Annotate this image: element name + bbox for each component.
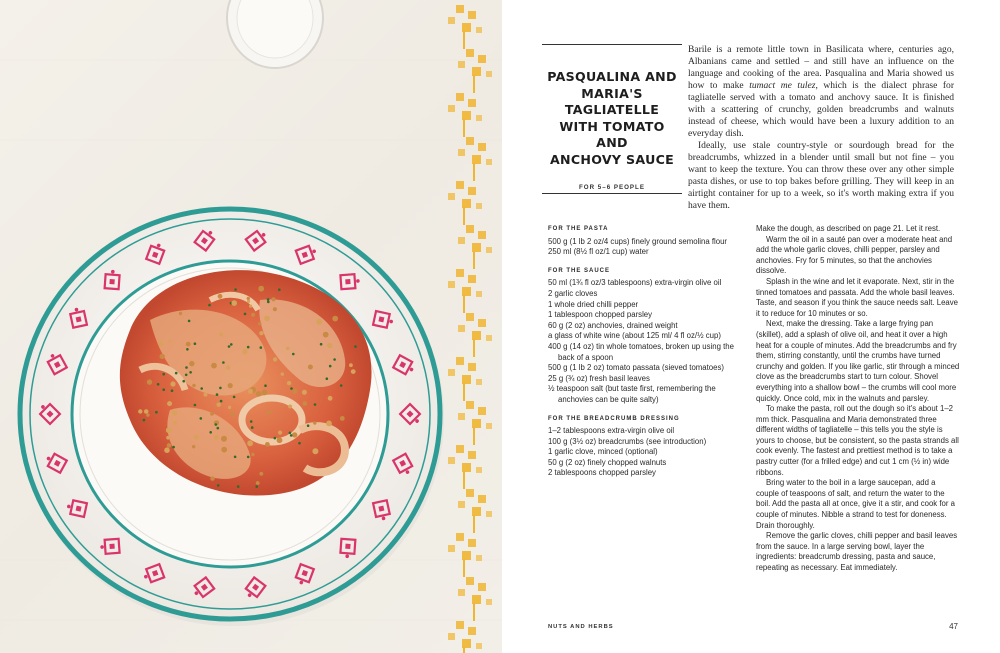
ingredient-item: 2 garlic cloves bbox=[548, 288, 598, 298]
parsley-speck bbox=[220, 400, 223, 403]
page-number: 47 bbox=[949, 622, 958, 631]
parsley-speck bbox=[234, 288, 237, 291]
breadcrumb bbox=[271, 297, 275, 301]
parsley-speck bbox=[251, 426, 254, 429]
method-steps bbox=[756, 224, 960, 574]
embroidery-motif bbox=[448, 93, 482, 137]
ingredient-item: 60 g (2 oz) anchovies, drained weight bbox=[548, 320, 678, 330]
breadcrumb bbox=[173, 421, 177, 425]
breadcrumb bbox=[158, 341, 163, 346]
breadcrumb bbox=[273, 307, 277, 311]
yellow-embroidery-pattern bbox=[448, 5, 492, 653]
embroidery-motif bbox=[458, 49, 492, 93]
breadcrumb bbox=[228, 406, 231, 409]
embroidery-motif bbox=[448, 5, 482, 49]
parsley-speck bbox=[185, 374, 188, 377]
breadcrumb bbox=[278, 431, 282, 435]
parsley-speck bbox=[333, 358, 336, 361]
breadcrumb bbox=[247, 440, 253, 446]
parsley-speck bbox=[208, 304, 211, 307]
parsley-speck bbox=[189, 371, 192, 374]
parsley-speck bbox=[217, 427, 220, 430]
breadcrumb bbox=[256, 481, 260, 485]
breadcrumb bbox=[144, 409, 149, 414]
parsley-speck bbox=[354, 345, 357, 348]
parsley-speck bbox=[188, 320, 191, 323]
parsley-speck bbox=[307, 424, 310, 427]
method-step: Remove the garlic cloves, chilli pepper and basil leaves from the sauce. In a large serving bowl, layer the ingredients: breadcrumb dressing, pasta and sauce, repeating as necessary. Eat immediately. bbox=[756, 531, 958, 572]
breadcrumb bbox=[166, 427, 172, 433]
parsley-speck bbox=[274, 437, 277, 440]
embroidery-motif bbox=[448, 533, 482, 577]
parsley-speck bbox=[219, 387, 222, 390]
ingredient-item: 1 tablespoon chopped parsley bbox=[548, 310, 653, 320]
parsley-speck bbox=[172, 446, 175, 449]
breadcrumb bbox=[194, 435, 199, 440]
parsley-speck bbox=[320, 343, 323, 346]
breadcrumb bbox=[189, 361, 194, 366]
breadcrumb bbox=[258, 322, 261, 325]
breadcrumb bbox=[323, 332, 329, 338]
breadcrumb bbox=[340, 416, 345, 421]
ingredient-item: 250 ml (8½ fl oz/1 cup) water bbox=[548, 247, 649, 257]
breadcrumb bbox=[262, 390, 268, 396]
parsley-speck bbox=[200, 387, 203, 390]
breadcrumb bbox=[349, 363, 353, 367]
parsley-speck bbox=[185, 366, 188, 369]
embroidery-motif bbox=[458, 401, 492, 445]
parsley-speck bbox=[162, 388, 165, 391]
parsley-speck bbox=[292, 353, 295, 356]
breadcrumb bbox=[210, 412, 214, 416]
ingredient-item: 1 whole dried chilli pepper bbox=[548, 299, 639, 309]
breadcrumb bbox=[221, 447, 227, 453]
embroidery-motif bbox=[458, 137, 492, 181]
breadcrumb bbox=[166, 436, 170, 440]
breadcrumb bbox=[251, 313, 255, 317]
ingredient-item: 100 g (3½ oz) breadcrumbs (see introduction) bbox=[548, 436, 707, 446]
parsley-speck bbox=[237, 485, 240, 488]
parsley-speck bbox=[216, 393, 219, 396]
embroidery-motif bbox=[448, 181, 482, 225]
intro-paragraph-1: Barile is a remote little town in Basilicata where, centuries ago, Albanians came and settled – and still have an influence on the language and cooking of the area. Pasqualina and Maria showed us how to make tumact me tulez, which is the dialect phrase for tagliatelle served with a tomato and anchovy sauce. It is finished with a scattering of crunchy, golden breadcrumbs and walnuts instead of cheese, which would have been a luxury addition to an everyday dish. bbox=[688, 44, 955, 139]
breadcrumb bbox=[214, 435, 219, 440]
parsley-speck bbox=[329, 365, 332, 368]
breadcrumb bbox=[146, 413, 149, 416]
parsley-speck bbox=[290, 387, 293, 390]
breadcrumb bbox=[186, 342, 191, 347]
embroidery-motif bbox=[448, 357, 482, 401]
breadcrumb bbox=[267, 410, 271, 414]
breadcrumb bbox=[265, 442, 270, 447]
parsley-speck bbox=[155, 411, 158, 414]
parsley-speck bbox=[182, 380, 185, 383]
parsley-speck bbox=[326, 377, 329, 380]
breadcrumb bbox=[219, 332, 223, 336]
parsley-speck bbox=[290, 434, 293, 437]
parsley-speck bbox=[186, 348, 189, 351]
breadcrumb bbox=[316, 319, 322, 325]
parsley-speck bbox=[289, 432, 292, 435]
breadcrumb bbox=[312, 448, 318, 454]
ingredient-item: 50 ml (1¾ fl oz/3 tablespoons) extra-virgin olive oil bbox=[548, 278, 722, 288]
ingredients-list bbox=[548, 224, 738, 479]
breadcrumb bbox=[288, 405, 292, 409]
wine-glass bbox=[227, 0, 323, 68]
breadcrumb bbox=[231, 300, 237, 306]
breadcrumb bbox=[286, 347, 290, 351]
breadcrumb bbox=[226, 366, 230, 370]
breadcrumb bbox=[249, 305, 252, 308]
breadcrumb bbox=[167, 443, 172, 448]
breadcrumb bbox=[164, 447, 170, 453]
breadcrumb bbox=[242, 349, 247, 354]
parsley-speck bbox=[264, 384, 267, 387]
parsley-speck bbox=[209, 431, 212, 434]
parsley-speck bbox=[200, 417, 203, 420]
parsley-speck bbox=[162, 373, 165, 376]
recipe-title: PASQUALINA AND MARIA'S TAGLIATELLE WITH TOMATO AND ANCHOVY SAUCE bbox=[547, 69, 677, 167]
ingredient-item: 1 garlic clove, minced (optional) bbox=[548, 447, 658, 457]
section-footer: NUTS AND HERBS bbox=[548, 624, 614, 630]
parsley-speck bbox=[217, 484, 220, 487]
breadcrumb bbox=[231, 412, 235, 416]
breadcrumb bbox=[292, 432, 297, 437]
parsley-speck bbox=[340, 384, 343, 387]
parsley-speck bbox=[215, 423, 218, 426]
breadcrumb bbox=[303, 401, 308, 406]
parsley-speck bbox=[314, 403, 317, 406]
parsley-speck bbox=[194, 342, 197, 345]
parsley-speck bbox=[171, 389, 174, 392]
embroidery-motif bbox=[448, 269, 482, 313]
ingredient-item: 2 tablespoons chopped parsley bbox=[548, 468, 656, 478]
parsley-speck bbox=[247, 456, 250, 459]
breadcrumb bbox=[167, 401, 172, 406]
breadcrumb bbox=[138, 409, 142, 413]
breadcrumb bbox=[210, 476, 214, 480]
breadcrumb bbox=[160, 354, 165, 359]
ingredient-item: 1–2 tablespoons extra-virgin olive oil bbox=[548, 426, 675, 436]
parsley-speck bbox=[222, 361, 225, 364]
breadcrumb bbox=[328, 396, 333, 401]
parsley-speck bbox=[157, 383, 160, 386]
breadcrumb bbox=[228, 383, 233, 388]
ingredient-group-dressing bbox=[548, 414, 738, 480]
embroidery-motif bbox=[448, 445, 482, 489]
recipe-page bbox=[502, 0, 1000, 653]
parsley-speck bbox=[228, 345, 231, 348]
breadcrumb bbox=[292, 389, 297, 394]
breadcrumb bbox=[204, 393, 208, 397]
breadcrumb bbox=[302, 390, 307, 395]
ingredient-group-pasta bbox=[548, 224, 738, 258]
breadcrumb bbox=[172, 410, 178, 416]
breadcrumb bbox=[192, 384, 196, 388]
method-step: Splash in the wine and let it evaporate. Next, stir in the tinned tomatoes and passata. Add the whole basil leaves. Taste, and season if you think the sauce needs salt. Leave it to reduce for 10 minutes or so. bbox=[756, 276, 958, 318]
parsley-speck bbox=[175, 372, 178, 375]
breadcrumb bbox=[259, 472, 263, 476]
embroidery-motif bbox=[448, 621, 482, 653]
breadcrumb bbox=[247, 300, 250, 303]
parsley-speck bbox=[230, 343, 233, 346]
ingredient-heading: FOR THE PASTA bbox=[548, 226, 609, 232]
embroidery-motif bbox=[458, 313, 492, 357]
breadcrumb bbox=[326, 421, 332, 427]
method-step: Bring water to the boil in a large saucepan, add a couple of teaspoons of salt, and return the water to the boil. Add the pasta all at once, give it a stir, and cook for a couple of minutes. Nibble a strand to test for doneness. Drain thoroughly. bbox=[756, 478, 955, 530]
parsley-speck bbox=[244, 313, 247, 316]
breadcrumb bbox=[170, 381, 175, 386]
ingredient-heading: FOR THE BREADCRUMB DRESSING bbox=[548, 415, 680, 422]
breadcrumb bbox=[313, 421, 316, 424]
method-step: Make the dough, as described on page 21. Let it rest. bbox=[756, 224, 941, 233]
parsley-speck bbox=[194, 404, 197, 407]
ingredient-item: 50 g (2 oz) finely chopped walnuts bbox=[548, 457, 667, 467]
ingredient-item: 500 g (1 lb 2 oz) tomato passata (sieved tomatoes) bbox=[548, 363, 724, 373]
breadcrumb bbox=[264, 316, 269, 321]
parsley-speck bbox=[298, 442, 301, 445]
ingredient-item: a glass of white wine (about 125 ml/ 4 fl oz/½ cup) bbox=[548, 331, 721, 341]
breadcrumb bbox=[351, 369, 356, 374]
serves-label: FOR 5–6 PEOPLE bbox=[579, 184, 645, 191]
method-step: Warm the oil in a sauté pan over a moderate heat and add the whole garlic cloves, chilli pepper, parsley and anchovies. Fry for 5 minutes, so that the anchovies dissolve. bbox=[756, 234, 953, 276]
embroidery-motif bbox=[458, 225, 492, 269]
ingredient-group-sauce bbox=[548, 266, 738, 406]
parsley-speck bbox=[234, 456, 237, 459]
breadcrumb bbox=[247, 297, 250, 300]
breadcrumb bbox=[332, 316, 338, 322]
parsley-speck bbox=[250, 420, 253, 423]
breadcrumb bbox=[287, 381, 291, 385]
intro-paragraph-2: Ideally, use stale country-style or sourdough bread for the breadcrumbs, whizzed in a blender until small but not fine – you want to keep the texture. You can throw these over any other simple pasta dishes, or use to top bakes before grilling. They will keep in an airtight container for up to a week, so it's worth making extra if you have them. bbox=[688, 140, 954, 211]
breadcrumb bbox=[179, 312, 182, 315]
method-step: Next, make the dressing. Take a large frying pan (skillet), add a splash of olive oil, and heat it over a high heat for a couple of minutes. Add the breadcrumbs and fry them, stirring constantly, until the crumbs have turned crunchy and golden. If you like garlic, stir through a minced clove as the breadcrumbs start to turn colour. Shovel everything into a shallow bowl – the crumbs will cool more quickly. Once cold, mix in the walnuts and parsley. bbox=[756, 319, 960, 403]
breadcrumb bbox=[168, 339, 171, 342]
breadcrumb bbox=[251, 453, 254, 456]
ingredient-item: 25 g (¾ oz) fresh basil leaves bbox=[548, 373, 650, 383]
breadcrumb bbox=[147, 379, 152, 384]
breadcrumb bbox=[273, 357, 277, 361]
breadcrumb bbox=[258, 286, 264, 292]
method-step: To make the pasta, roll out the dough so it's about 1–2 mm thick. Pasqualina and Maria demonstrated three different widths of tagliatelle – this tells you the style is yours to choose, but be consistent, so the pasta strands all cook evenly. The fastest and prettiest method is to take a pastry cutter (for a frilled edge) and cut 1 cm (½ in) wide ribbons. bbox=[756, 404, 959, 477]
breadcrumb bbox=[256, 391, 262, 397]
parsley-speck bbox=[255, 485, 258, 488]
title-block bbox=[542, 44, 682, 194]
ingredient-heading: FOR THE SAUCE bbox=[548, 267, 611, 274]
parsley-speck bbox=[247, 346, 250, 349]
ingredient-item: 400 g (14 oz) tin whole tomatoes, broken up using the back of a spoon bbox=[548, 341, 734, 362]
breadcrumb bbox=[281, 372, 284, 375]
embroidery-motif bbox=[458, 489, 492, 533]
breadcrumb bbox=[308, 365, 313, 370]
breadcrumb bbox=[221, 436, 227, 442]
breadcrumb bbox=[211, 363, 217, 369]
parsley-speck bbox=[143, 419, 146, 422]
breadcrumb bbox=[192, 445, 195, 448]
embroidery-motif bbox=[458, 577, 492, 621]
breadcrumb bbox=[259, 331, 263, 335]
intro-text bbox=[688, 44, 954, 212]
parsley-speck bbox=[278, 288, 281, 291]
breadcrumb bbox=[327, 343, 332, 348]
dialect-phrase: tumact me tulez bbox=[749, 80, 816, 91]
parsley-speck bbox=[233, 396, 236, 399]
parsley-speck bbox=[267, 301, 270, 304]
breadcrumb bbox=[218, 294, 223, 299]
ingredient-item: ½ teaspoon salt (but taste first, remembering the anchovies can be quite salty) bbox=[548, 384, 716, 404]
breadcrumb bbox=[217, 403, 221, 407]
breadcrumb bbox=[248, 389, 253, 394]
ingredient-item: 500 g (1 lb 2 oz/4 cups) finely ground semolina flour bbox=[548, 236, 727, 246]
parsley-speck bbox=[267, 298, 270, 301]
breadcrumb bbox=[277, 437, 283, 443]
parsley-speck bbox=[260, 346, 263, 349]
